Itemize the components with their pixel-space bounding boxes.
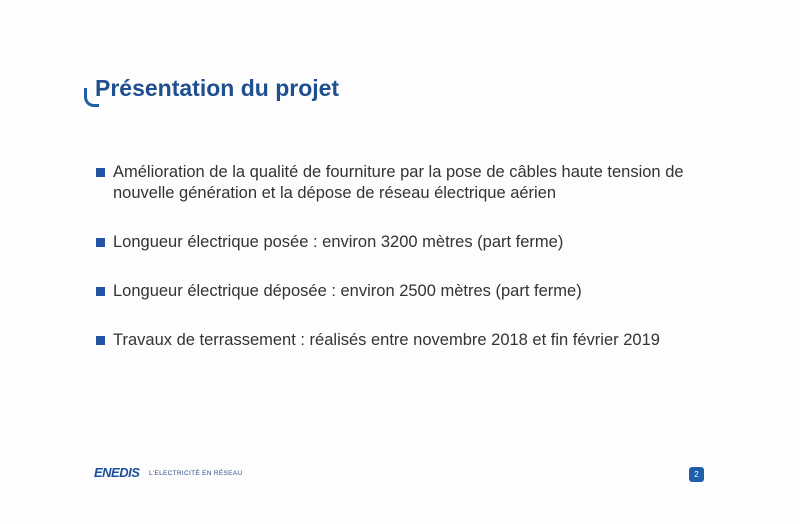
bullet-item [96,232,736,253]
bullet-list [96,162,736,351]
page-number-badge: 2 [689,467,704,482]
bullet-square-icon [96,287,105,296]
slide-title: Présentation du projet [95,75,340,101]
footer-tagline: L'ELECTRICITÉ EN RÉSEAU [149,470,243,477]
bullet-square-icon [96,168,105,177]
bullet-item [96,330,736,351]
bullet-text: Travaux de terrassement : réalisés entre novembre 2018 et fin février 2019 [113,331,660,349]
bullet-text: Longueur électrique déposée : environ 2500 mètres (part ferme) [113,282,582,300]
bullet-item [96,281,736,302]
bullet-text: Longueur électrique posée : environ 3200 mètres (part ferme) [113,233,564,251]
bullet-square-icon [96,238,105,247]
bullet-item [96,162,736,204]
enedis-logo: ENEDIS [94,465,140,480]
bullet-text: Amélioration de la qualité de fourniture par la pose de câbles haute tension de nouvelle génération et la dépose de réseau électrique aérien [113,163,684,202]
bullet-square-icon [96,336,105,345]
